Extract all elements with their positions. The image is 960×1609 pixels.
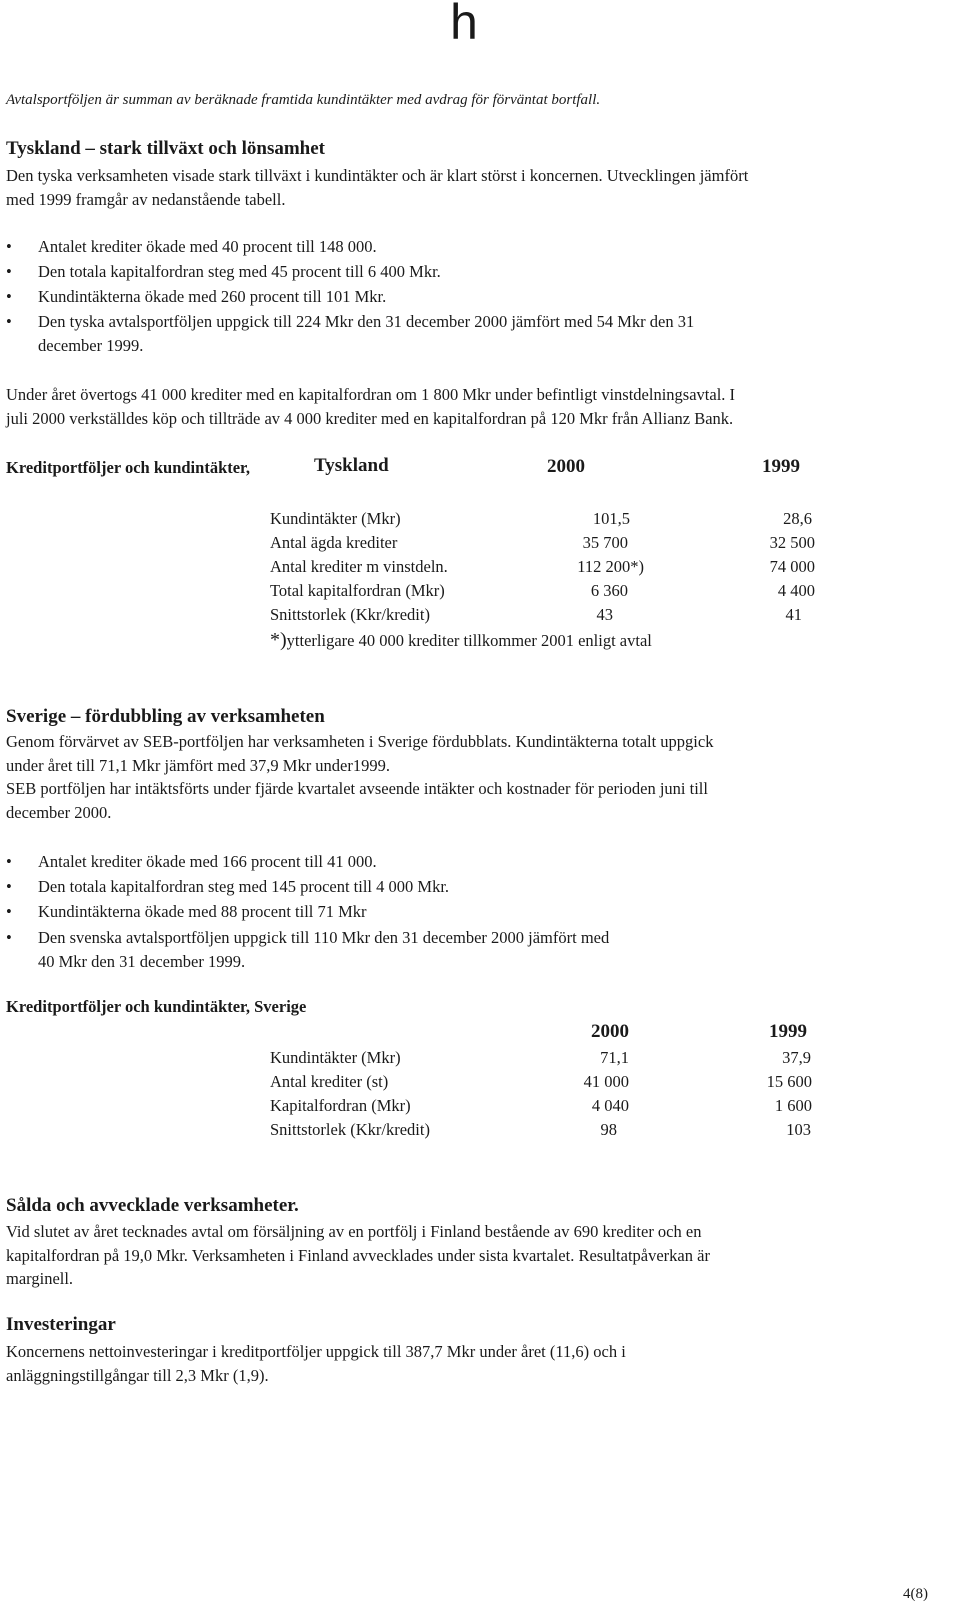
germany-table-title-country: Tyskland [314,455,389,476]
bullet-icon: • [6,312,12,331]
germany-table-title: Kreditportföljer och kundintäkter, [6,458,250,477]
page-number: 4(8) [903,1586,928,1602]
value-1999: 1 600 [774,1096,812,1115]
value-2000: 98 [600,1120,617,1139]
sweden-table-row [270,1046,820,1070]
investments-paragraph-line: anläggningstillgångar till 2,3 Mkr (1,9). [6,1366,269,1385]
value-1999: 74 000 [769,557,815,576]
sweden-heading: Sverige – fördubbling av verksamheten [6,706,325,727]
sweden-bullet-continuation: 40 Mkr den 31 december 1999. [38,952,246,971]
value-2000: 101,5 [592,509,630,528]
value-1999: 15 600 [766,1072,812,1091]
sold-paragraph-line: Vid slutet av året tecknades avtal om försäljning av en portfölj i Finland bestående av 690 krediter och en [6,1222,702,1241]
sweden-table-row [270,1094,820,1118]
bullet-icon: • [6,928,12,947]
germany-paragraph-line: med 1999 framgår av nedanstående tabell. [6,190,286,209]
year-header-1999: 1999 [769,1021,807,1042]
germany-bullet: • Den tyska avtalsportföljen uppgick till 224 Mkr den 31 december 2000 jämfört med 54 Mkr den 31 [38,310,694,334]
germany-table-row [270,507,820,531]
value-2000: 112 200*) [577,557,644,576]
investments-heading: Investeringar [6,1314,116,1335]
footnote-text: ytterligare 40 000 krediter tillkommer 2001 enligt avtal [286,631,652,650]
sweden-table-row [270,1118,820,1142]
germany-bullet: • Antalet krediter ökade med 40 procent till 148 000. [38,235,377,259]
sweden-table-row [270,1070,820,1094]
germany-paragraph2-line: Under året övertogs 41 000 krediter med en kapitalfordran om 1 800 Mkr under befintligt vinstdelningsavtal. I [6,385,736,404]
intro-italic-text: Avtalsportföljen är summan av beräknade framtida kundintäkter med avdrag för förväntat bortfall. [6,92,601,108]
bullet-icon: • [6,902,12,921]
row-label: Snittstorlek (Kkr/kredit) [270,605,430,624]
sweden-bullet: • Antalet krediter ökade med 166 procent till 41 000. [38,850,377,874]
sweden-bullet: • Den totala kapitalfordran steg med 145 procent till 4 000 Mkr. [38,875,449,899]
sweden-table-title: Kreditportföljer och kundintäkter, Sverige [6,997,307,1016]
value-1999: 41 [785,605,802,624]
value-2000: 4 040 [591,1096,629,1115]
sold-heading: Sålda och avvecklade verksamheter. [6,1195,299,1216]
germany-bullet: • Den totala kapitalfordran steg med 45 procent till 6 400 Mkr. [38,260,441,284]
sweden-paragraph-line: SEB portföljen har intäktsförts under fjärde kvartalet avseende intäkter och kostnader för perioden juni till [6,779,708,798]
bullet-icon: • [6,237,12,256]
germany-table-row [270,603,820,627]
value-1999: 103 [786,1120,811,1139]
value-2000: 41 000 [583,1072,629,1091]
sweden-paragraph-line: december 2000. [6,803,112,822]
row-label: Antal krediter (st) [270,1072,389,1091]
year-header-2000: 2000 [591,1021,629,1042]
germany-table-row [270,531,820,555]
bullet-icon: • [6,262,12,281]
germany-table-row [270,579,820,603]
germany-paragraph2-line: juli 2000 verkställdes köp och tillträde av 4 000 krediter med en kapitalfordran på 120 Mkr från Allianz Bank. [6,409,734,428]
bullet-icon: • [6,852,12,871]
value-2000: 43 [596,605,613,624]
header-letter: h [449,0,480,55]
year-header-1999: 1999 [762,456,800,477]
value-1999: 28,6 [783,509,812,528]
sold-paragraph-line: marginell. [6,1269,74,1288]
germany-table-footnote [270,628,652,653]
germany-table-row [270,555,820,579]
germany-paragraph-line: Den tyska verksamheten visade stark tillväxt i kundintäkter och är klart störst i koncernen. Utvecklingen jämfört [6,166,749,185]
value-2000: 71,1 [600,1048,629,1067]
row-label: Antal krediter m vinstdeln. [270,557,448,576]
bullet-icon: • [6,877,12,896]
germany-heading: Tyskland – stark tillväxt och lönsamhet [6,138,325,159]
sweden-bullet: • Den svenska avtalsportföljen uppgick till 110 Mkr den 31 december 2000 jämfört med [38,926,609,950]
value-1999: 32 500 [769,533,815,552]
value-1999: 4 400 [777,581,815,600]
row-label: Kapitalfordran (Mkr) [270,1096,411,1115]
value-2000: 35 700 [582,533,628,552]
row-label: Snittstorlek (Kkr/kredit) [270,1120,430,1139]
germany-bullet: • Kundintäkterna ökade med 260 procent till 101 Mkr. [38,285,386,309]
sweden-bullet: • Kundintäkterna ökade med 88 procent till 71 Mkr [38,900,367,924]
row-label: Kundintäkter (Mkr) [270,509,401,528]
year-header-2000: 2000 [547,456,585,477]
germany-bullet-continuation: december 1999. [38,336,144,355]
value-2000: 6 360 [590,581,628,600]
sweden-paragraph-line: Genom förvärvet av SEB-portföljen har verksamheten i Sverige fördubblats. Kundintäkterna totalt uppgick [6,732,714,751]
sweden-paragraph-line: under året till 71,1 Mkr jämfört med 37,9 Mkr under1999. [6,756,391,775]
bullet-icon: • [6,287,12,306]
footnote-mark: *) [270,629,287,651]
row-label: Total kapitalfordran (Mkr) [270,581,445,600]
row-label: Antal ägda krediter [270,533,398,552]
sold-paragraph-line: kapitalfordran på 19,0 Mkr. Verksamheten i Finland avvecklades under sista kvartalet. Resultatpåverkan är [6,1246,710,1265]
investments-paragraph-line: Koncernens nettoinvesteringar i kreditportföljer uppgick till 387,7 Mkr under året (11,6) och i [6,1342,626,1361]
value-1999: 37,9 [782,1048,811,1067]
row-label: Kundintäkter (Mkr) [270,1048,401,1067]
